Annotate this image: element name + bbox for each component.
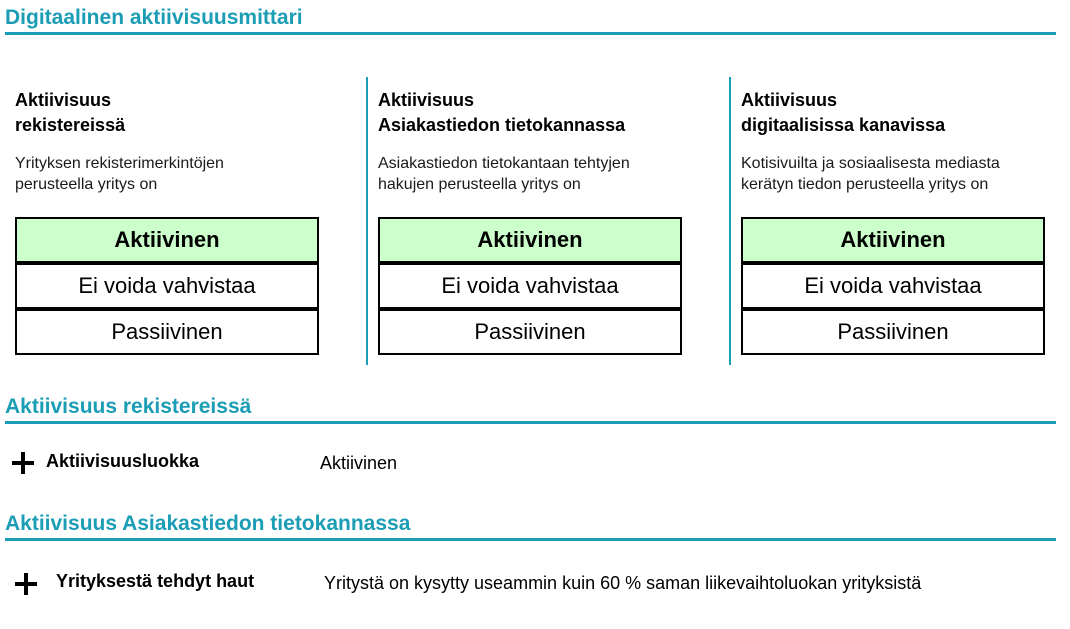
- status-passive: Passiivinen: [741, 309, 1045, 355]
- column-title-line2: Asiakastiedon tietokannassa: [378, 115, 626, 135]
- page-title: Digitaalinen aktiivisuusmittari: [5, 6, 303, 29]
- status-scale: [741, 217, 1045, 355]
- status-scale: [378, 217, 682, 355]
- status-active: Aktiivinen: [741, 217, 1045, 263]
- column-description: [741, 153, 1000, 195]
- status-active: Aktiivinen: [378, 217, 682, 263]
- column-title-line1: Aktiivisuus: [15, 90, 112, 110]
- detail-label-activity-class[interactable]: Aktiivisuusluokka: [46, 451, 200, 471]
- detail-value-activity-class: Aktiivinen: [320, 453, 398, 473]
- status-unconfirmed: Ei voida vahvistaa: [741, 263, 1045, 309]
- section-underline: [5, 538, 1056, 541]
- column-title: [741, 88, 945, 138]
- status-passive: Passiivinen: [378, 309, 682, 355]
- column-desc-line1: Kotisivuilta ja sosiaalisesta mediasta: [741, 155, 1000, 172]
- column-desc-line2: perusteella yritys on: [15, 176, 158, 193]
- section-title-registers: Aktiivisuus rekistereissä: [5, 395, 252, 418]
- meter-column-registers: [15, 77, 355, 367]
- status-active: Aktiivinen: [15, 217, 319, 263]
- column-title-line2: rekistereissä: [15, 115, 126, 135]
- column-divider: [366, 77, 368, 365]
- column-description: [378, 153, 630, 195]
- column-description: [15, 153, 224, 195]
- status-unconfirmed: Ei voida vahvistaa: [378, 263, 682, 309]
- column-desc-line1: Yrityksen rekisterimerkintöjen: [15, 155, 224, 172]
- plus-icon[interactable]: [12, 452, 34, 474]
- column-title-line1: Aktiivisuus: [741, 90, 838, 110]
- status-passive: Passiivinen: [15, 309, 319, 355]
- title-underline: [5, 32, 1056, 35]
- status-unconfirmed: Ei voida vahvistaa: [15, 263, 319, 309]
- column-desc-line1: Asiakastiedon tietokantaan tehtyjen: [378, 155, 630, 172]
- meter-column-database: [378, 77, 718, 367]
- column-title-line1: Aktiivisuus: [378, 90, 475, 110]
- plus-icon[interactable]: [15, 573, 37, 595]
- status-scale: [15, 217, 319, 355]
- column-desc-line2: hakujen perusteella yritys on: [378, 176, 581, 193]
- column-desc-line2: kerätyn tiedon perusteella yritys on: [741, 176, 989, 193]
- meter-column-digital: [741, 77, 1070, 367]
- detail-value-searches: Yritystä on kysytty useammin kuin 60 % saman liikevaihtoluokan yrityksistä: [324, 573, 922, 593]
- column-title: [378, 88, 625, 138]
- column-divider: [729, 77, 731, 365]
- detail-label-searches[interactable]: Yrityksestä tehdyt haut: [56, 571, 255, 591]
- section-underline: [5, 421, 1056, 424]
- column-title: [15, 88, 125, 138]
- column-title-line2: digitaalisissa kanavissa: [741, 115, 946, 135]
- section-title-database: Aktiivisuus Asiakastiedon tietokannassa: [5, 512, 411, 535]
